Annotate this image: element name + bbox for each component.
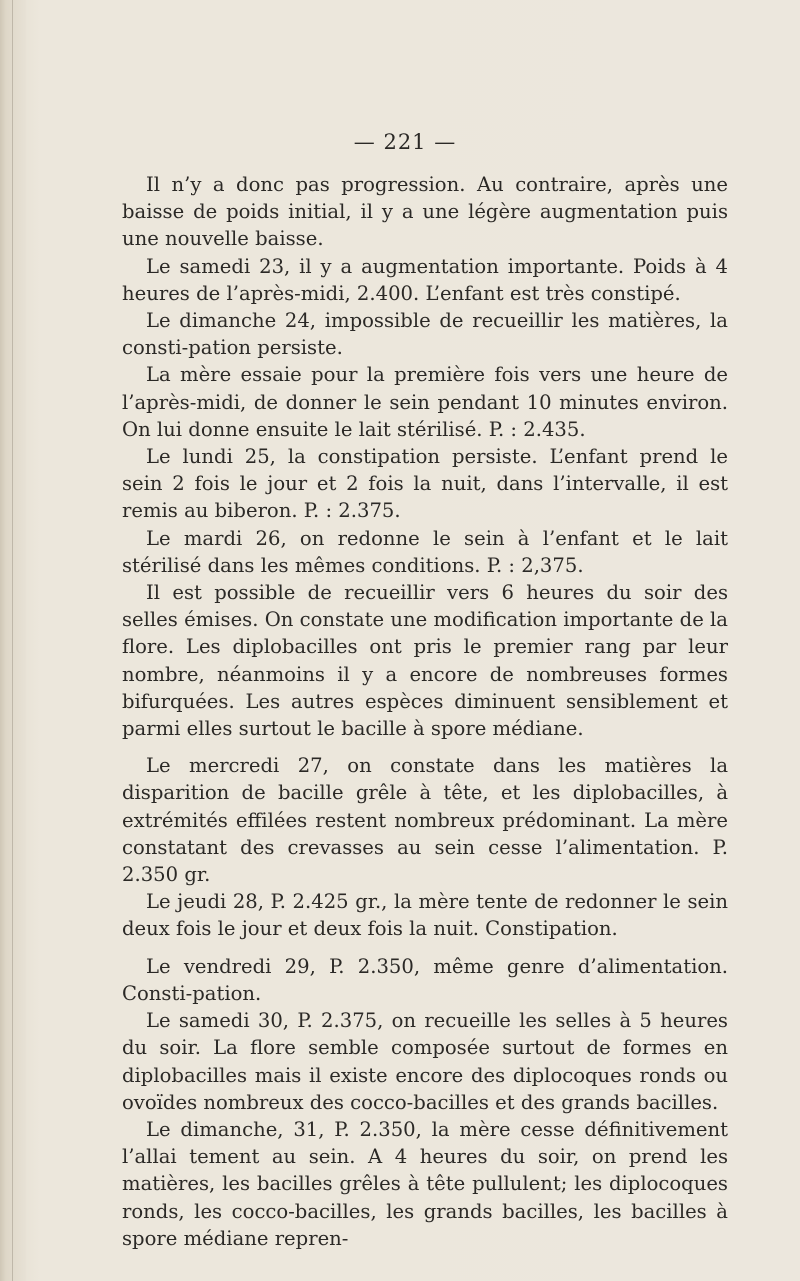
paragraph: Il n’y a donc pas progression. Au contraire, après une baisse de poids initial, il y a une légère augmentation puis une nouvelle baisse. (122, 173, 728, 251)
binding-crease (12, 0, 13, 1281)
paragraph: Le jeudi 28, P. 2.425 gr., la mère tente de redonner le sein deux fois le jour et deux fois la nuit. Constipation. (122, 890, 728, 941)
paragraph: La mère essaie pour la première fois vers une heure de l’après-midi, de donner le sein pendant 10 minutes environ. On lui donne ensuite le lait stérilisé. P. : 2.435. (122, 363, 728, 441)
paragraph: Il est possible de recueillir vers 6 heures du soir des selles émises. On constate une modification importante de la flore. Les diplobacilles ont pris le premier rang par leur nombre, néanmoins il y a encore de nombreuses formes bifurquées. Les autres espèces diminuent sensiblement et parmi elles surtout le bacille à spore médiane. (122, 581, 728, 741)
paragraph: Le lundi 25, la constipation persiste. L’enfant prend le sein 2 fois le jour et 2 fois la nuit, dans l’intervalle, il est remis au biberon. P. : 2.375. (122, 445, 728, 523)
paragraph: Le dimanche 24, impossible de recueillir les matières, la consti-pation persiste. (122, 309, 728, 360)
paragraph: Le mardi 26, on redonne le sein à l’enfant et le lait stérilisé dans les mêmes conditions. P. : 2,375. (122, 526, 728, 577)
paragraph: Le samedi 23, il y a augmentation importante. Poids à 4 heures de l’après-midi, 2.400. L’enfant est très constipé. (122, 254, 728, 305)
paragraph: Le vendredi 29, P. 2.350, même genre d’alimentation. Consti-pation. (122, 954, 728, 1005)
paragraph: Le samedi 30, P. 2.375, on recueille les selles à 5 heures du soir. La flore semble composée surtout de formes en diplobacilles mais il existe encore des diplocoques ronds ou ovoïdes nombreux des cocco-bacilles et des grands bacilles. (122, 1009, 728, 1114)
paragraph: Le dimanche, 31, P. 2.350, la mère cesse définitivement l’allai tement au sein. A 4 heures du soir, on prend les matières, les bacilles grêles à tête pullulent; les diplocoques ronds, les cocco-bacilles, les grands bacilles, les bacilles à spore médiane repren- (122, 1117, 728, 1250)
page-number: — 221 — (353, 130, 457, 154)
paragraph: Le mercredi 27, on constate dans les matières la disparition de bacille grêle à tête, et les diplobacilles, à extrémités effilées restent nombreux prédominant. La mère constatant des crevasses au sein cesse l’alimentation. P. 2.350 gr. (122, 754, 728, 887)
body-text (122, 171, 728, 1252)
page-binding-edge (0, 0, 26, 1281)
